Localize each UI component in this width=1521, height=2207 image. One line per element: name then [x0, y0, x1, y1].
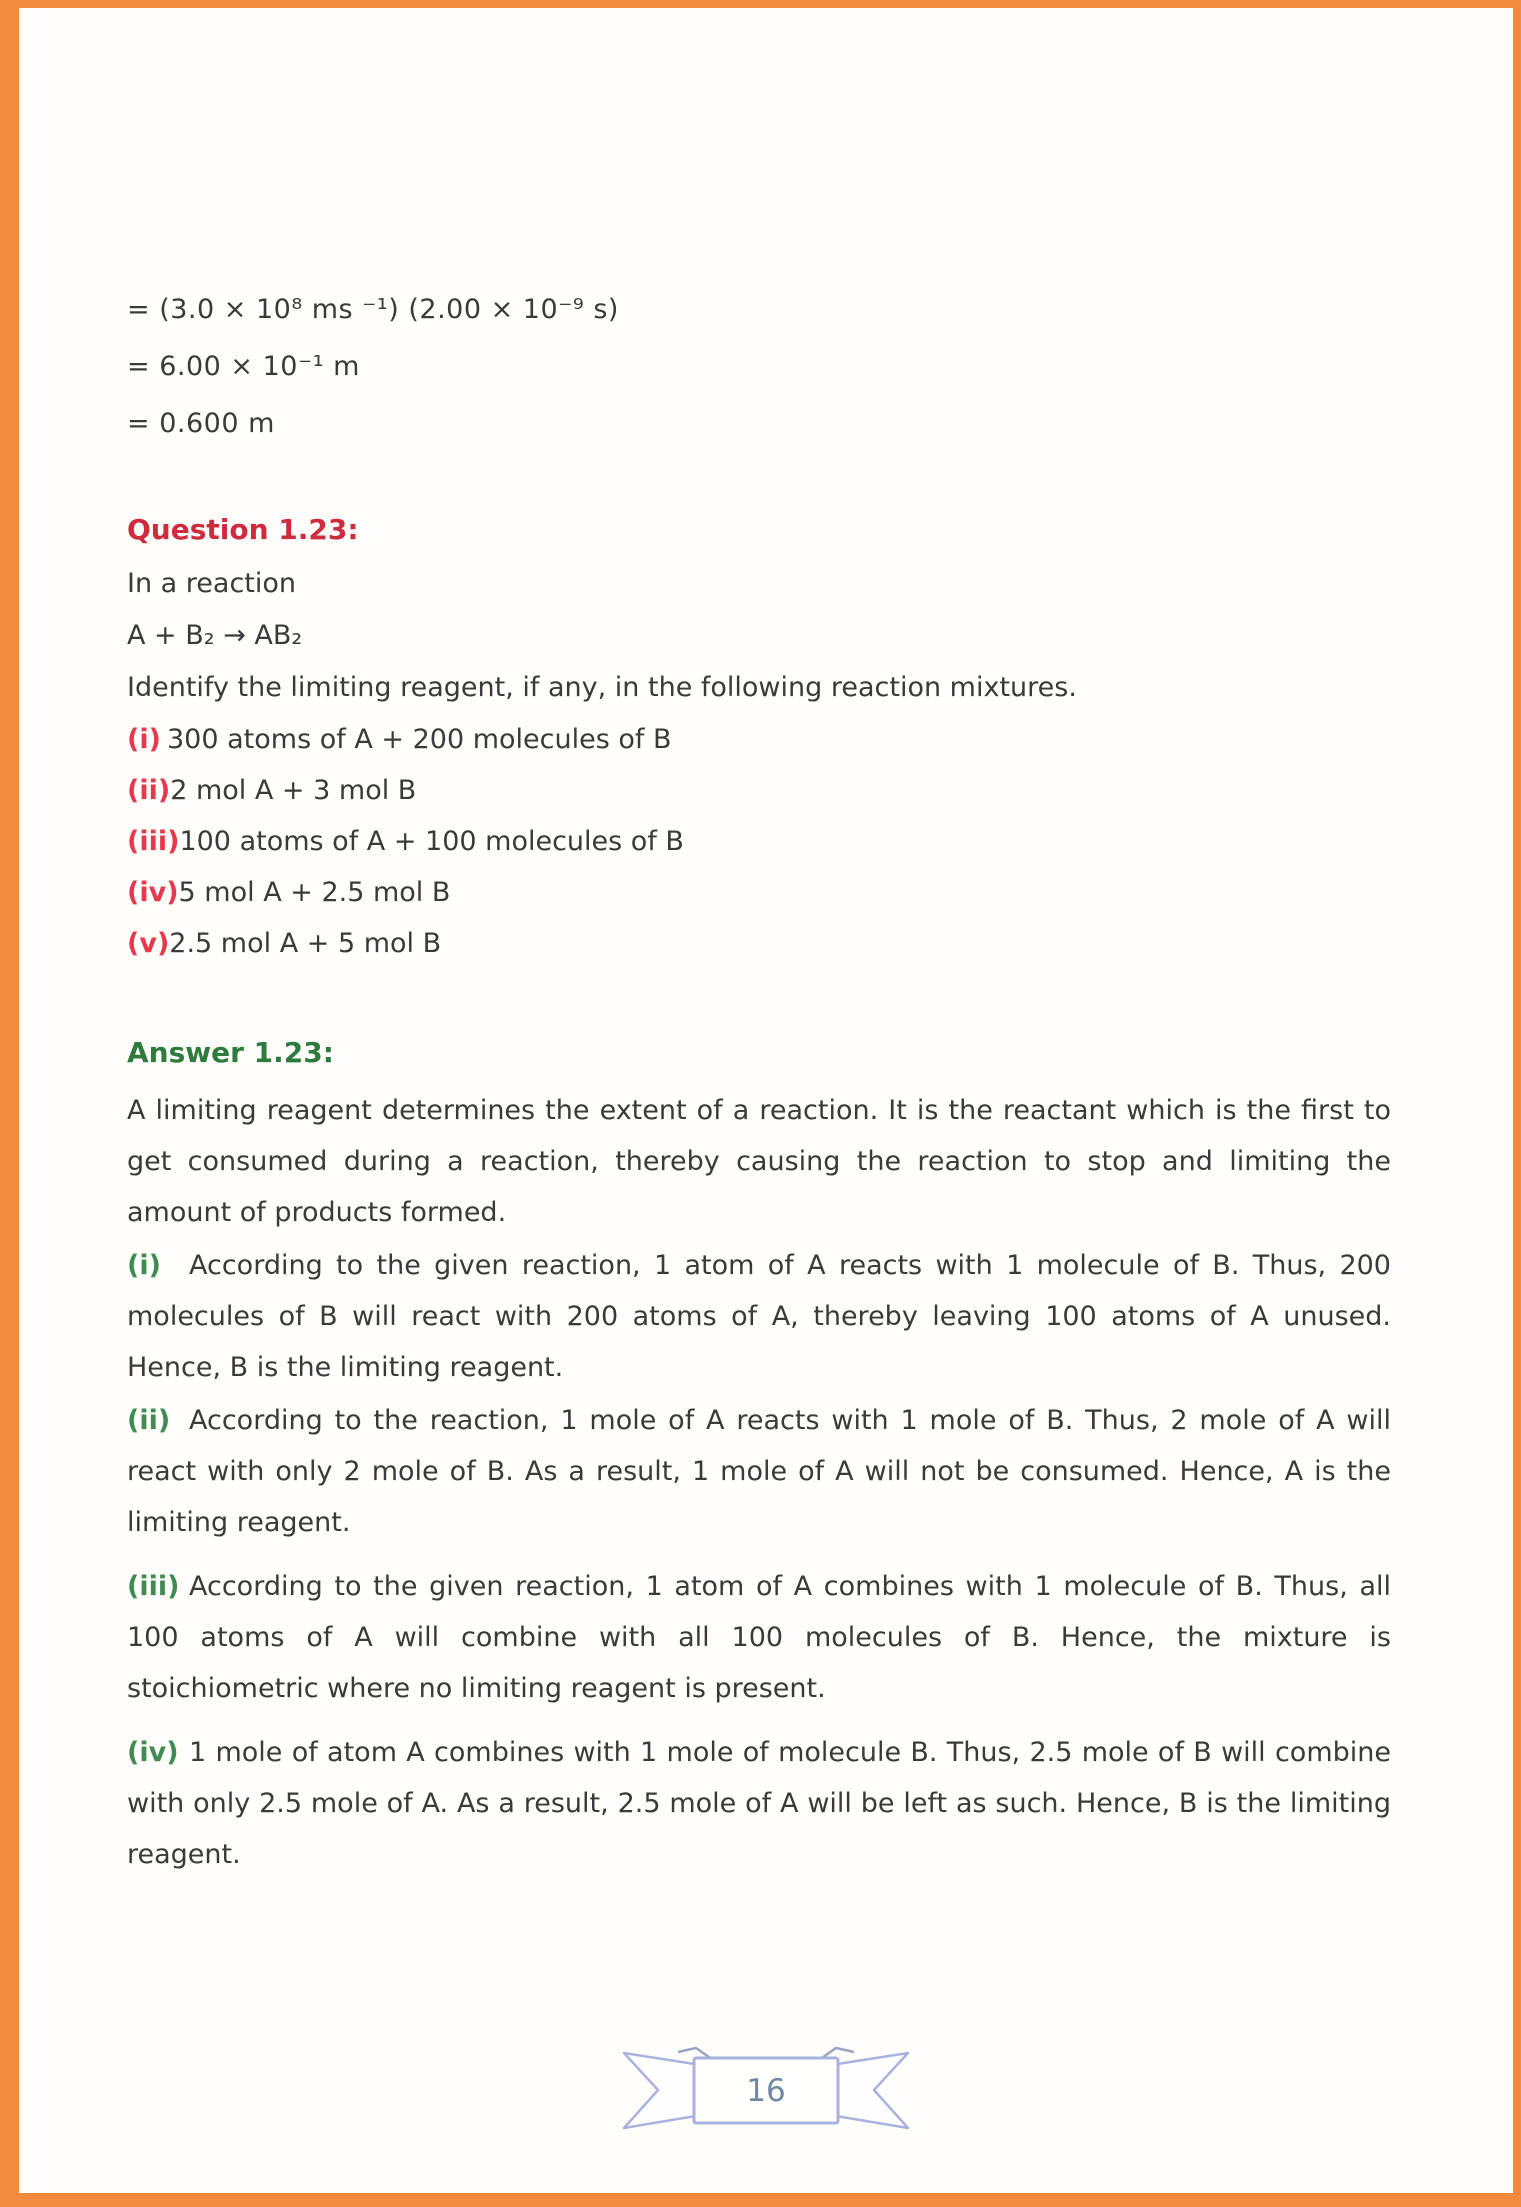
- item-marker: (i): [127, 724, 161, 755]
- answer-item: [127, 1395, 1391, 1548]
- page-number: 16: [746, 2073, 786, 2109]
- item-marker: (iv): [127, 1737, 179, 1768]
- answer-intro: A limiting reagent determines the extent of a reaction. It is the reactant which is the first to get consumed during a reaction, thereby causing the reaction to stop and limiting the amount of products formed.: [127, 1095, 1391, 1228]
- question-item: [127, 765, 1391, 816]
- item-text: 1 mole of atom A combines with 1 mole of molecule B. Thus, 2.5 mole of B will combine with only 2.5 mole of A. As a result, 2.5 mole of A will be left as such. Hence, B is the limiting reagent.: [127, 1737, 1391, 1870]
- equation-line: = 0.600 m: [127, 408, 275, 439]
- answer-heading: Answer 1.23:: [127, 1036, 334, 1069]
- item-text: According to the reaction, 1 mole of A reacts with 1 mole of B. Thus, 2 mole of A will react with only 2 mole of B. As a result, 1 mole of A will not be consumed. Hence, A is the limiting reagent.: [127, 1405, 1391, 1538]
- question-item: [127, 918, 1391, 969]
- answer-item: [127, 1561, 1391, 1714]
- item-text: 2.5 mol A + 5 mol B: [169, 928, 442, 959]
- item-marker: (iii): [127, 826, 180, 857]
- item-marker: (iv): [127, 877, 179, 908]
- question-item: [127, 714, 1391, 765]
- item-text: 2 mol A + 3 mol B: [170, 775, 417, 806]
- question-item: [127, 867, 1391, 918]
- item-marker: (v): [127, 928, 170, 959]
- item-text: According to the given reaction, 1 atom of A reacts with 1 molecule of B. Thus, 200 molecules of B will react with 200 atoms of A, thereby leaving 100 atoms of A unused. Hence, B is the limiting reagent.: [127, 1250, 1391, 1383]
- ribbon-banner-icon: [616, 2031, 916, 2131]
- question-heading: Question 1.23:: [127, 513, 359, 546]
- answer-item: [127, 1240, 1391, 1393]
- item-marker: (ii): [127, 1405, 171, 1436]
- reaction-formula: A + B₂ → AB₂: [127, 620, 303, 651]
- answer-item: [127, 1727, 1391, 1880]
- item-marker: (iii): [127, 1571, 180, 1602]
- question-item: [127, 816, 1391, 867]
- item-marker: (ii): [127, 775, 171, 806]
- item-text: 100 atoms of A + 100 molecules of B: [179, 826, 684, 857]
- item-marker: (i): [127, 1250, 161, 1281]
- item-text: 5 mol A + 2.5 mol B: [178, 877, 451, 908]
- document-page: [19, 8, 1513, 2193]
- question-intro-line: In a reaction: [127, 568, 297, 599]
- page-number-ribbon: [616, 2031, 916, 2135]
- item-text: According to the given reaction, 1 atom of A combines with 1 molecule of B. Thus, all 100 atoms of A will combine with all 100 molecules of B. Hence, the mixture is stoichiometric where no limiting reagent is present.: [127, 1571, 1391, 1704]
- item-text: 300 atoms of A + 200 molecules of B: [167, 724, 672, 755]
- question-intro-line: Identify the limiting reagent, if any, in the following reaction mixtures.: [127, 672, 1077, 703]
- equation-line: = 6.00 × 10⁻¹ m: [127, 351, 360, 382]
- equation-line: = (3.0 × 10⁸ ms ⁻¹) (2.00 × 10⁻⁹ s): [127, 294, 619, 325]
